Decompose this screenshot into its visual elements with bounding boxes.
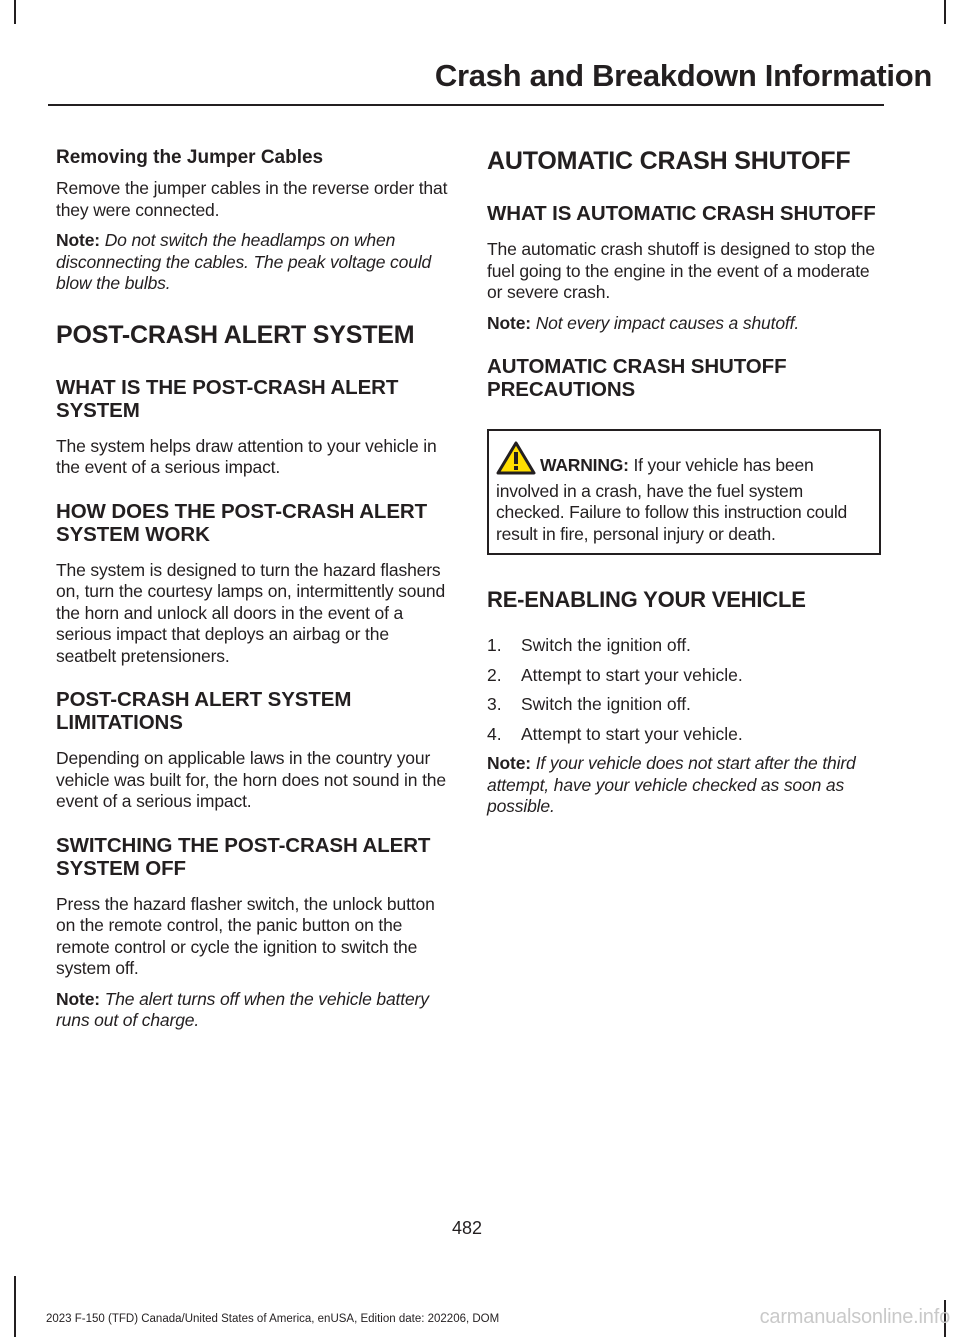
how-post-crash-works-heading: HOW DOES THE POST-CRASH ALERT SYSTEM WORK (56, 499, 428, 546)
page-number: 482 (451, 1218, 483, 1238)
step-text: Attempt to start your vehicle. (521, 723, 743, 744)
spacer (56, 304, 448, 320)
what-is-post-crash-heading: WHAT IS THE POST-CRASH ALERT SYSTEM (56, 375, 399, 422)
warning-box (487, 429, 881, 555)
note-label: Note: (487, 753, 531, 773)
switching-off-text: Press the hazard flasher switch, the unlock button on the remote control, the panic button on the remote control or cycle the ignition to switch the system off. (56, 893, 435, 978)
note-text: Not every impact causes a shutoff. (535, 312, 800, 333)
switching-off-note (56, 989, 448, 1032)
step-text: Switch the ignition off. (521, 694, 691, 714)
re-enabling-note (487, 753, 881, 818)
switching-off-heading: SWITCHING THE POST-CRASH ALERT SYSTEM OFF (56, 833, 431, 880)
spacer (487, 190, 881, 202)
step-text: Switch the ignition off. (521, 635, 691, 655)
warning-label: WARNING: (540, 455, 629, 475)
what-is-crash-shutoff-note (487, 313, 881, 335)
spacer (56, 822, 448, 834)
limitations-text: Depending on applicable laws in the country your vehicle was built for, the horn does not sound in the event of a serious impact. (56, 748, 446, 811)
edition-footer: 2023 F-150 (TFD) Canada/United States of America, enUSA, Edition date: 202206, DOM (46, 1313, 500, 1325)
page-header-title: Crash and Breakdown Information (434, 58, 932, 93)
step-number: 3. (487, 694, 502, 714)
re-enabling-steps-list (487, 635, 881, 745)
note-text: If your vehicle does not start after the third attempt, have your vehicle checked as soon as possible. (487, 753, 856, 816)
post-crash-alert-title: POST-CRASH ALERT SYSTEM (56, 320, 415, 349)
step-number: 1. (487, 635, 502, 655)
warning-text: If your vehicle has been involved in a crash, have the fuel system checked. Failure to follow this instruction could result in fire, personal injury or death. (496, 455, 848, 544)
limitations-heading: POST-CRASH ALERT SYSTEM LIMITATIONS (56, 688, 352, 734)
removing-note (56, 230, 448, 295)
note-label: Note: (56, 230, 100, 250)
note-label: Note: (487, 312, 531, 333)
note-text: The alert turns off when the vehicle battery runs out of charge. (56, 988, 429, 1030)
right-column (487, 146, 881, 827)
note-label: Note: (56, 988, 100, 1009)
spacer (56, 364, 448, 376)
note-text: Do not switch the headlamps on when disconnecting the cables. The peak voltage could blow the bulbs. (56, 230, 432, 293)
step-text: Attempt to start your vehicle. (521, 664, 743, 685)
list-item (487, 665, 881, 687)
warning-triangle-icon (496, 441, 536, 481)
removing-jumper-cables-heading: Removing the Jumper Cables (56, 147, 324, 168)
list-item (487, 635, 881, 657)
crop-mark-top-left (14, 0, 16, 24)
step-number: 4. (487, 723, 502, 744)
left-column (56, 146, 448, 1041)
crash-shutoff-precautions-heading: AUTOMATIC CRASH SHUTOFF PRECAUTIONS (487, 355, 787, 401)
spacer (56, 676, 448, 688)
removing-jumper-cables-text: Remove the jumper cables in the reverse order that they were connected. (56, 178, 448, 220)
step-number: 2. (487, 664, 502, 685)
spacer (487, 343, 881, 355)
list-item (487, 694, 881, 716)
what-is-crash-shutoff-heading: WHAT IS AUTOMATIC CRASH SHUTOFF (487, 202, 876, 225)
automatic-crash-shutoff-title: AUTOMATIC CRASH SHUTOFF (487, 147, 851, 175)
spacer (56, 488, 448, 500)
crop-mark-top-right (944, 0, 946, 24)
re-enabling-vehicle-title: RE-ENABLING YOUR VEHICLE (487, 587, 806, 612)
watermark: carmanualsonline.info (759, 1306, 950, 1328)
what-is-crash-shutoff-text: The automatic crash shutoff is designed to stop the fuel going to the engine in the event of a moderate or severe crash. (487, 239, 875, 302)
list-item (487, 724, 881, 746)
what-is-post-crash-text: The system helps draw attention to your vehicle in the event of a serious impact. (56, 435, 437, 477)
how-post-crash-works-text: The system is designed to turn the hazard flashers on, turn the courtesy lamps on, intermittently sound the horn and unlock all doors in the event of a serious impact that deploys an airbag or the seatbelt pretensioners. (56, 559, 446, 666)
header-divider (48, 104, 884, 106)
crop-mark-bottom-left (14, 1276, 16, 1337)
